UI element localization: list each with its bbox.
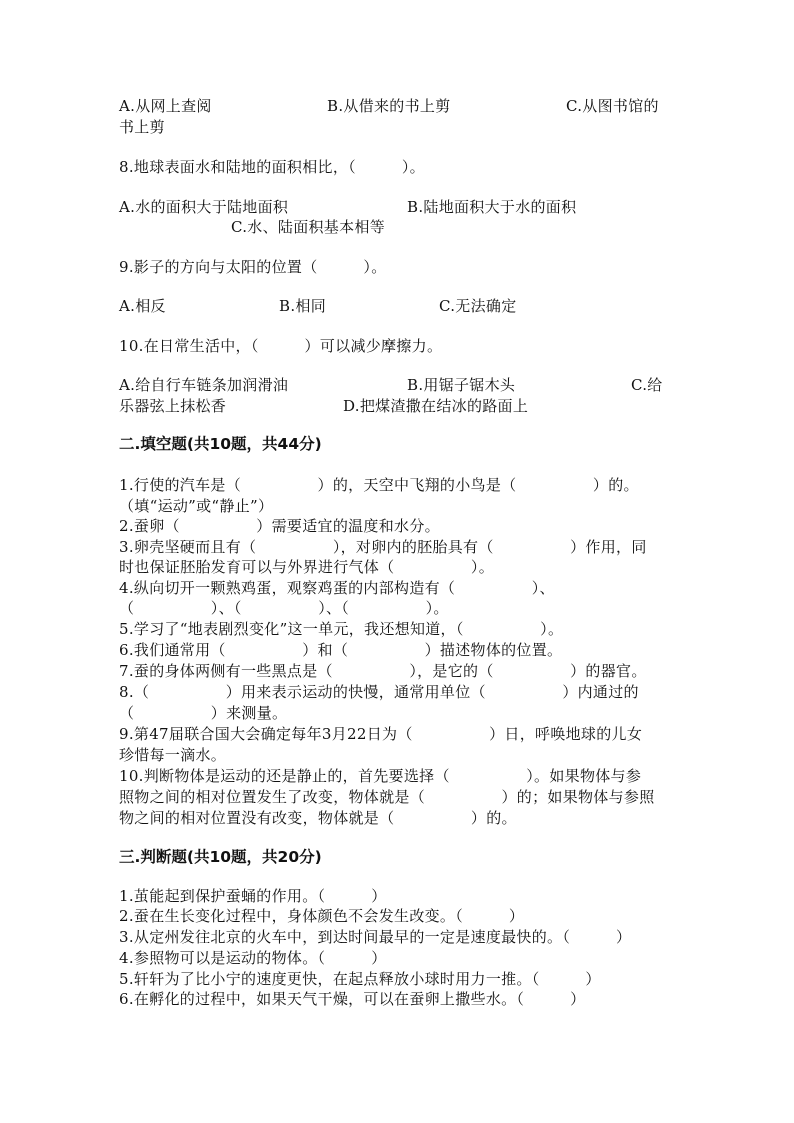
q10-question: 10.在日常生活中，（ ）可以减少摩擦力。: [119, 337, 443, 355]
q10-option-b: B.用锯子锯木头: [407, 376, 516, 394]
q7-option-c-continued: 书上剪: [119, 118, 165, 136]
fill-line: 4.纵向切开一颗熟鸡蛋，观察鸡蛋的内部构造有（ ）、: [119, 579, 555, 597]
q10-option-d: D.把煤渣撒在结冰的路面上: [343, 397, 529, 415]
q9-option-c: C.无法确定: [439, 297, 517, 315]
q8-question: 8.地球表面水和陆地的面积相比，（ ）。: [119, 158, 425, 176]
q8-option-b: B.陆地面积大于水的面积: [407, 198, 577, 216]
section-3-heading: 三.判断题(共10题，共20分): [119, 848, 322, 866]
q8-option-c: C.水、陆面积基本相等: [231, 218, 386, 236]
q8-option-a: A.水的面积大于陆地面积: [119, 198, 289, 216]
fill-line: 5.学习了“地表剧烈变化”这一单元，我还想知道，（ ）。: [119, 620, 564, 638]
judge-line: 5.轩轩为了比小宁的速度更快，在起点释放小球时用力一推。（ ）: [119, 970, 601, 988]
fill-line: 7.蚕的身体两侧有一些黑点是（ ），是它的（ ）的器官。: [119, 662, 647, 680]
judge-line: 1.茧能起到保护蚕蛹的作用。（ ）: [119, 887, 387, 905]
judge-line: 3.从定州发往北京的火车中，到达时间最早的一定是速度最快的。（ ）: [119, 928, 632, 946]
fill-line: 10.判断物体是运动的还是静止的，首先要选择（ ）。如果物体与参: [119, 767, 642, 785]
fill-line: 物之间的相对位置没有改变，物体就是（ ）的。: [119, 809, 517, 827]
fill-line: 6.我们通常用（ ）和（ ）描述物体的位置。: [119, 641, 563, 659]
judge-line: 2.蚕在生长变化过程中，身体颜色不会发生改变。（ ）: [119, 907, 525, 925]
fill-line: 1.行使的汽车是（ ）的，天空中飞翔的小鸟是（ ）的。: [119, 476, 639, 494]
q9-question: 9.影子的方向与太阳的位置（ ）。: [119, 258, 387, 276]
judge-line: 4.参照物可以是运动的物体。（ ）: [119, 949, 387, 967]
q10-option-c-continued: 乐器弦上抹松香: [119, 397, 227, 415]
fill-line: 3.卵壳坚硬而且有（ ），对卵内的胚胎具有（ ）作用，同: [119, 538, 647, 556]
q9-option-a: A.相反: [119, 297, 166, 315]
q7-option-b: B.从借来的书上剪: [327, 97, 451, 115]
fill-line: 8.（ ）用来表示运动的快慢，通常用单位（ ）内通过的: [119, 683, 639, 701]
q10-option-a: A.给自行车链条加润滑油: [119, 376, 289, 394]
fill-line: （ ）、（ ）、（ ）。: [119, 599, 449, 617]
fill-line: （ ）来测量。: [119, 704, 288, 722]
fill-line: 照物之间的相对位置发生了改变，物体就是（ ）的；如果物体与参照: [119, 788, 655, 806]
judge-line: 6.在孵化的过程中，如果天气干燥，可以在蚕卵上撒些水。（ ）: [119, 990, 586, 1008]
fill-line: （填“运动”或“静止”）: [119, 497, 274, 515]
fill-line: 9.第47届联合国大会确定每年3月22日为（ ）日，呼唤地球的儿女: [119, 725, 643, 743]
q10-option-c: C.给: [631, 376, 663, 394]
fill-line: 2.蚕卵（ ）需要适宜的温度和水分。: [119, 517, 440, 535]
q7-option-a: A.从网上查阅: [119, 97, 212, 115]
q7-option-c: C.从图书馆的: [566, 97, 659, 115]
fill-line: 珍惜每一滴水。: [119, 746, 227, 764]
q9-option-b: B.相同: [279, 297, 326, 315]
fill-line: 时也保证胚胎发育可以与外界进行气体（ ）。: [119, 558, 495, 576]
section-2-heading: 二.填空题(共10题，共44分): [119, 435, 322, 453]
